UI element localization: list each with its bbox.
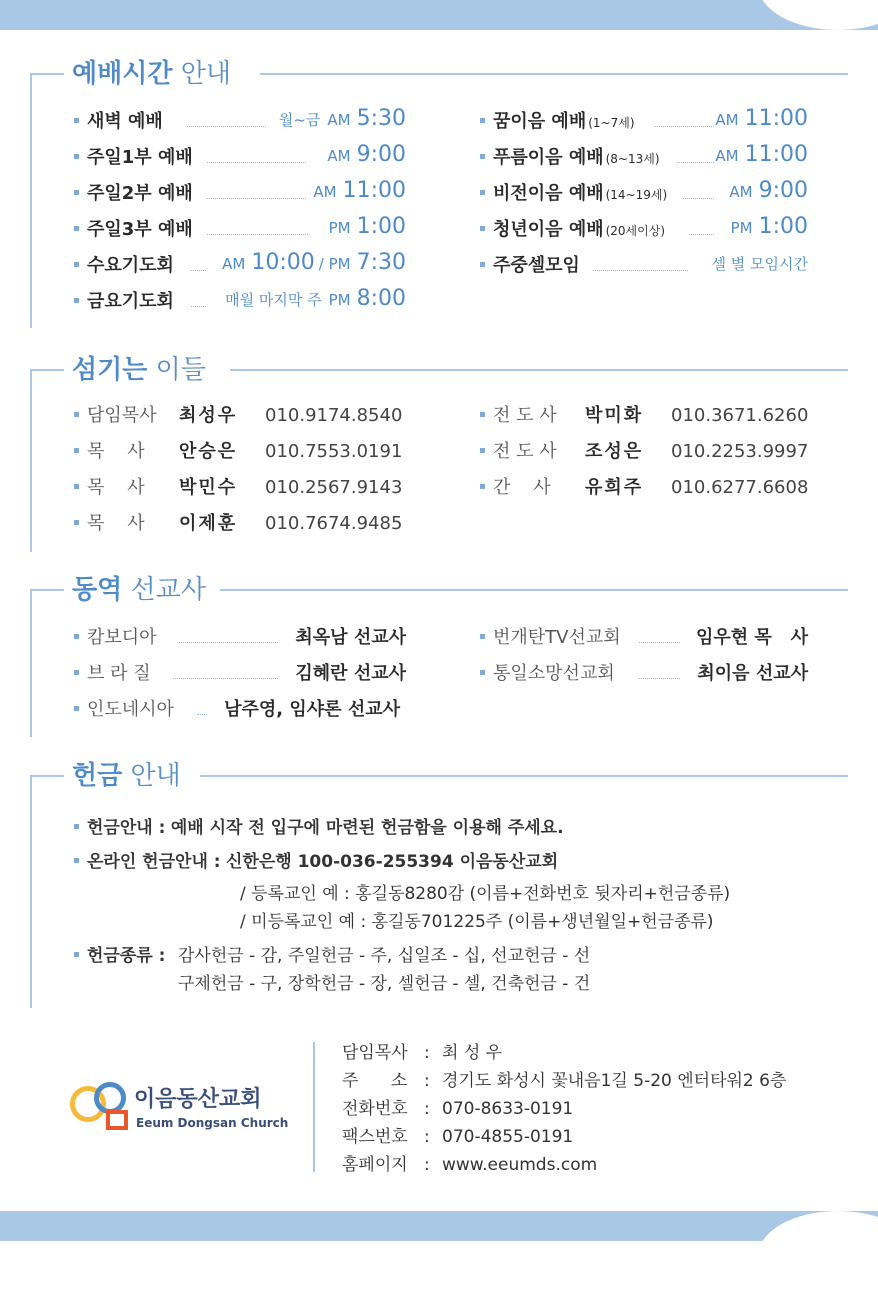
worship-time: AM 11:00: [715, 142, 808, 167]
missionary-name: 최이음 선교사: [697, 663, 808, 684]
staff-item: [74, 438, 402, 466]
missionary-name: 김혜란 선교사: [295, 663, 406, 684]
missionary-item: [74, 624, 157, 652]
worship-time: AM 9:00: [327, 142, 406, 167]
info-key: 팩스번호: [342, 1127, 408, 1147]
worship-item: [480, 144, 660, 173]
section-border: [30, 776, 32, 1008]
worship-name: 주일3부 예배: [87, 219, 193, 240]
worship-section: [30, 56, 848, 328]
dot-leader: [593, 270, 688, 271]
staff-title: 섬기는 이들: [72, 352, 212, 388]
worship-item: [480, 180, 667, 209]
worship-name: 수요기도회: [87, 255, 174, 276]
worship-name: 주일1부 예배: [87, 147, 193, 168]
staff-phone: 010.6277.6608: [671, 477, 809, 498]
church-logo: [70, 1082, 310, 1142]
staff-item: [480, 402, 808, 430]
staff-name: 최성우: [179, 405, 238, 426]
dot-leader: [655, 126, 714, 127]
worship-item: [480, 216, 665, 245]
missionary-item: [74, 696, 174, 724]
missionary-item: [480, 660, 615, 688]
staff-item: [74, 402, 402, 430]
church-info-row: 전화번호 : 070-8633-0191: [342, 1096, 573, 1123]
worship-name: 청년이음 예배: [493, 219, 604, 240]
dot-leader: [677, 162, 714, 163]
missionary-country: 캄보디아: [87, 627, 157, 648]
staff-name: 조성은: [585, 441, 644, 462]
worship-title: 예배시간 안내: [72, 56, 237, 92]
staff-phone: 010.9174.8540: [265, 405, 403, 426]
worship-name: 주일2부 예배: [87, 183, 193, 204]
logo-square-icon: [106, 1110, 128, 1130]
offering-line-1: 헌금안내 : 예배 시작 전 입구에 마련된 헌금함을 이용해 주세요.: [74, 814, 564, 842]
worship-time: AM 10:00 / PM 7:30: [222, 250, 406, 275]
footer-divider: [313, 1042, 315, 1172]
missionary-name: 남주영, 임샤론 선교사: [224, 699, 400, 720]
worship-item: [74, 216, 193, 244]
section-header: [30, 758, 848, 794]
info-value: 070-4855-0191: [442, 1127, 574, 1147]
info-key: 주 소: [342, 1071, 408, 1091]
offering-line-2: 온라인 헌금안내 : 신한은행 100-036-255394 이음동산교회: [74, 848, 558, 876]
worship-time: 셀 별 모임시간: [711, 255, 808, 273]
staff-role: 간 사: [493, 477, 551, 498]
staff-phone: 010.7553.0191: [265, 441, 403, 462]
church-info-row: 주 소 : 경기도 화성시 꽃내음1길 5-20 엔터타워2 6층: [342, 1068, 786, 1095]
worship-item: [74, 180, 193, 208]
info-key: 전화번호: [342, 1099, 408, 1119]
offering-title: 헌금 안내: [72, 758, 187, 794]
worship-name: 주중셀모임: [493, 255, 580, 276]
staff-item: [74, 510, 402, 538]
worship-item: [74, 144, 193, 172]
section-border: [30, 590, 32, 737]
missionary-country: 통일소망선교회: [493, 663, 615, 684]
worship-time: 월~금 AM 5:30: [278, 106, 406, 131]
staff-phone: 010.2567.9143: [265, 477, 403, 498]
missionary-country: 인도네시아: [87, 699, 174, 720]
missionary-name: 임우현 목 사: [695, 627, 808, 648]
staff-role: 전 도 사: [493, 441, 557, 462]
worship-item: [480, 108, 635, 137]
dot-leader: [179, 642, 278, 643]
bottom-band: [0, 1211, 878, 1241]
missionary-item: [480, 624, 621, 652]
worship-time: AM 9:00: [729, 178, 808, 203]
staff-item: [480, 438, 808, 466]
worship-age: (14~19세): [605, 188, 668, 202]
info-value: 070-8633-0191: [442, 1099, 574, 1119]
worship-time: 매월 마지막 주 PM 8:00: [225, 286, 406, 311]
church-info-row: 담임목사 : 최 성 우: [342, 1040, 502, 1067]
top-band: [0, 0, 878, 30]
section-header: [30, 56, 848, 92]
info-key: 담임목사: [342, 1043, 408, 1063]
dot-leader: [191, 270, 206, 271]
staff-role: 목 사: [87, 477, 145, 498]
dot-leader: [197, 714, 207, 715]
offering-section: [30, 758, 848, 1008]
worship-name: 새벽 예배: [87, 111, 163, 132]
logo-name-kr: 이음동산교회: [134, 1087, 262, 1112]
staff-item: [480, 474, 808, 502]
staff-phone: 010.2253.9997: [671, 441, 809, 462]
worship-time: PM 1:00: [328, 214, 406, 239]
section-header: [30, 572, 848, 608]
info-value: 최 성 우: [442, 1043, 503, 1063]
worship-name: 비전이음 예배: [493, 183, 604, 204]
worship-item: [74, 252, 174, 280]
missionary-country: 번개탄TV선교회: [493, 627, 621, 648]
section-border: [30, 370, 32, 552]
missionary-item: [74, 660, 151, 688]
dot-leader: [187, 126, 266, 127]
church-info-row: 팩스번호 : 070-4855-0191: [342, 1124, 573, 1151]
offering-line-4: / 미등록교인 예 : 홍길동701225주 (이름+생년월일+헌금종류): [240, 912, 714, 932]
worship-name: 푸름이음 예배: [493, 147, 604, 168]
staff-section: [30, 352, 848, 552]
staff-item: [74, 474, 402, 502]
staff-role: 목 사: [87, 441, 145, 462]
section-header: [30, 352, 848, 388]
info-value[interactable]: www.eeumds.com: [442, 1155, 598, 1175]
staff-name: 박미화: [585, 405, 644, 426]
logo-name-en: Eeum Dongsan Church: [136, 1116, 289, 1130]
missionary-country: 브 라 질: [87, 663, 151, 684]
worship-name: 꿈이음 예배: [493, 111, 587, 132]
staff-name: 박민수: [179, 477, 238, 498]
staff-phone: 010.7674.9485: [265, 513, 403, 534]
dot-leader: [173, 678, 278, 679]
worship-item: [74, 108, 163, 136]
info-value: 경기도 화성시 꽃내음1길 5-20 엔터타워2 6층: [442, 1071, 787, 1091]
info-key: 홈페이지: [342, 1155, 408, 1175]
worship-age: (8~13세): [605, 152, 660, 166]
staff-phone: 010.3671.6260: [671, 405, 809, 426]
dot-leader: [639, 642, 680, 643]
worship-age: (20세이상): [605, 224, 666, 238]
worship-item: [480, 252, 580, 280]
worship-time: AM 11:00: [715, 106, 808, 131]
worship-time: AM 11:00: [313, 178, 406, 203]
offering-types-label: 헌금종류 :: [74, 942, 165, 970]
offering-types-1: 감사헌금 - 감, 주일헌금 - 주, 십일조 - 십, 선교헌금 - 선: [178, 946, 591, 966]
staff-name: 이제훈: [179, 513, 238, 534]
staff-role: 목 사: [87, 513, 145, 534]
dot-leader: [207, 162, 306, 163]
dot-leader: [207, 234, 308, 235]
mission-title: 동역 선교사: [72, 572, 212, 608]
staff-name: 안승은: [179, 441, 238, 462]
section-border: [30, 74, 32, 328]
dot-leader: [689, 234, 714, 235]
staff-role: 담임목사: [87, 405, 157, 426]
dot-leader: [191, 306, 206, 307]
staff-role: 전 도 사: [493, 405, 557, 426]
worship-time: PM 1:00: [730, 214, 808, 239]
mission-section: [30, 572, 848, 737]
staff-name: 유희주: [585, 477, 644, 498]
worship-item: [74, 288, 174, 316]
worship-age: (1~7세): [588, 116, 635, 130]
dot-leader: [639, 678, 680, 679]
offering-types-2: 구제헌금 - 구, 장학헌금 - 장, 셀헌금 - 셀, 건축헌금 - 건: [178, 974, 591, 994]
dot-leader: [683, 198, 714, 199]
missionary-name: 최옥남 선교사: [295, 627, 406, 648]
church-info-row: 홈페이지 : www.eeumds.com: [342, 1152, 597, 1179]
dot-leader: [207, 198, 306, 199]
offering-line-3: / 등록교인 예 : 홍길동8280감 (이름+전화번호 뒷자리+헌금종류): [240, 884, 731, 904]
worship-name: 금요기도회: [87, 291, 174, 312]
